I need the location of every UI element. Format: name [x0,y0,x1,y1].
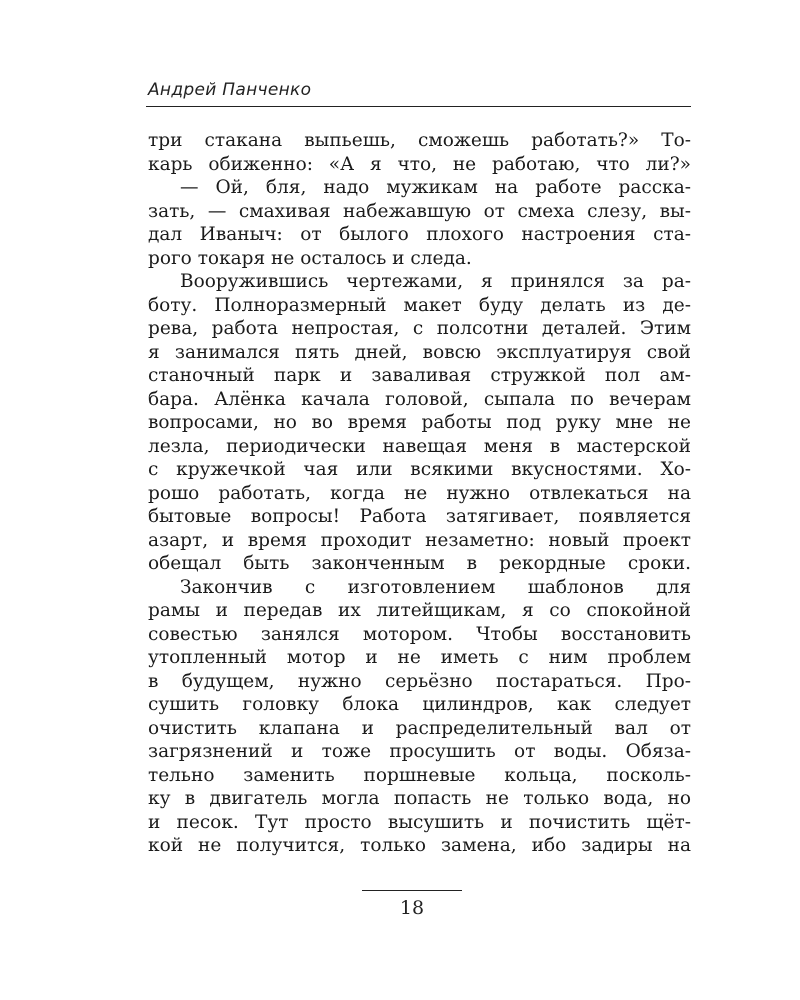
text-line: — Ой, бля, надо мужикам на работе расска- [180,177,691,198]
text-line: рошо работать, когда не нужно отвлекаться на [148,482,691,504]
text-line: карь обиженно: «А я что, не работаю, что ли?» [148,153,691,175]
page-body-text [148,129,691,858]
footer-divider [362,890,462,891]
text-line: зать, — смахивая набежавшую от смеха слезу, вы- [148,200,691,222]
text-line: лезла, периодически навещая меня в мастерской [148,435,691,457]
text-line: азарт, и время проходит незаметно: новый проект [148,529,691,551]
page-number: 18 [399,897,425,919]
text-line: бара. Алёнка качала головой, сыпала по вечерам [148,388,691,410]
text-line: Вооружившись чертежами, я принялся за ра- [180,271,691,292]
text-line: бытовые вопросы! Работа затягивает, появляется [148,506,691,527]
running-head-author: Андрей Панченко [148,80,312,100]
text-line: Закончив с изготовлением шаблонов для [180,576,691,598]
text-line: ку в двигатель могла попасть не только вода, но [148,788,691,809]
text-line: утопленный мотор и не иметь с ним проблем [148,647,691,668]
text-line: совестью занялся мотором. Чтобы восстановить [148,623,691,645]
text-line: тельно заменить поршневые кольца, посколь- [148,764,691,786]
text-line: загрязнений и тоже просушить от воды. Обяза- [148,741,691,762]
text-line: дал Иваныч: от былого плохого настроения ста- [148,224,691,245]
text-line: вопросами, но во время работы под руку мне не [148,412,691,433]
header-divider [146,106,691,107]
text-line: и песок. Тут просто высушить и почистить щёт- [148,811,691,833]
text-line: очистить клапана и распределительный вал от [148,717,691,739]
text-line: три стакана выпьешь, сможешь работать?» То- [148,130,691,151]
text-line: в будущем, нужно серьёзно постараться. Про- [148,670,691,692]
text-line: боту. Полноразмерный макет буду делать из де- [148,294,691,316]
text-line: рева, работа непростая, с полсотни деталей. Этим [148,318,691,339]
text-line: станочный парк и заваливая стружкой пол ам- [148,365,691,386]
text-line: с кружечкой чая или всякими вкусностями. Хо- [148,459,691,480]
text-line: кой не получится, только замена, ибо задиры на [148,835,691,856]
text-line: рого токаря не осталось и следа. [148,247,472,269]
text-line: сушить головку блока цилиндров, как следует [148,694,691,715]
text-line: я занимался пять дней, вовсю эксплуатируя свой [148,341,691,363]
text-line: рамы и передав их литейщикам, я со спокойной [148,600,691,621]
text-line: обещал быть законченным в рекордные сроки. [148,553,691,574]
